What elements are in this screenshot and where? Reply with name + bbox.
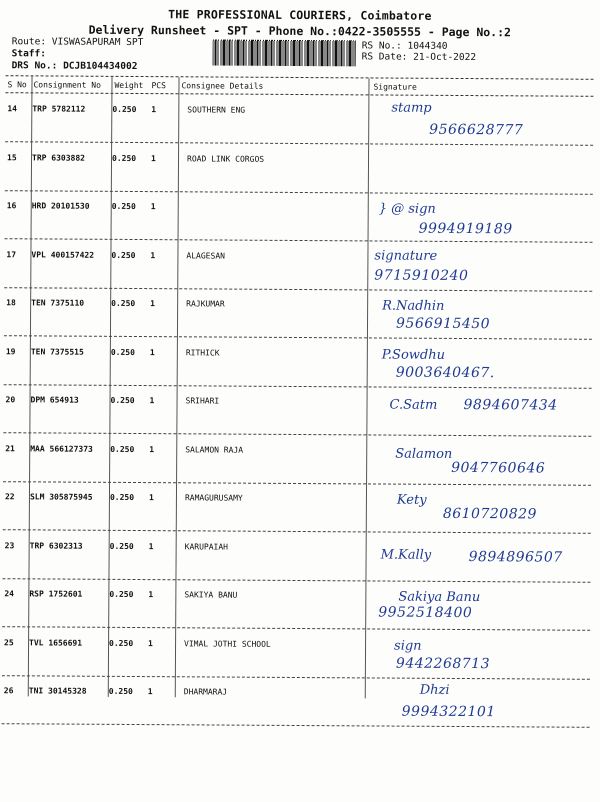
row-weight: 0.250	[110, 395, 135, 405]
rs-date-line	[362, 51, 476, 63]
row-weight: 0.250	[111, 298, 136, 308]
row-consignment: DPM 654913	[30, 395, 79, 405]
row-consignment: TEN 7375110	[31, 298, 85, 308]
row-pcs: 1	[151, 105, 157, 115]
row-consignment: TNI 30145328	[28, 686, 87, 696]
row-consignee: VIMAL JOTHI SCHOOL	[184, 638, 271, 649]
row-pcs: 1	[148, 590, 154, 600]
row-pcs: 1	[149, 347, 155, 357]
signature-phone	[429, 119, 523, 139]
signature-phone-number: 9442268713	[395, 655, 491, 672]
table-row	[3, 434, 591, 486]
row-weight: 0.250	[110, 444, 135, 454]
row-sno: 26	[3, 686, 14, 696]
signature-phone-number: 9047760646	[451, 459, 546, 477]
row-pcs: 1	[150, 250, 156, 260]
signature-phone	[419, 218, 513, 238]
row-consignee: RAJKUMAR	[186, 299, 225, 309]
row-consignee: RAMAGURUSAMY	[184, 493, 243, 503]
signature-name: R.Nadhin	[382, 298, 445, 314]
row-sno: 18	[6, 298, 16, 308]
drs-line	[12, 60, 138, 72]
table-row	[4, 240, 592, 292]
signature-phone-number: 9566915450	[395, 315, 491, 333]
col-weight: Weight	[114, 80, 144, 91]
signature-name: C.Satm	[389, 397, 438, 413]
signature-name: Salamon	[395, 446, 453, 462]
route-value: VISWASAPURAM SPT	[51, 36, 144, 49]
row-weight: 0.250	[109, 541, 134, 551]
row-pcs: 1	[149, 444, 155, 454]
row-consignee: SOUTHERN ENG	[187, 105, 246, 115]
table-row	[2, 531, 590, 583]
row-sno: 21	[5, 443, 15, 453]
row-weight: 0.250	[111, 201, 136, 212]
signature-name: } @ sign	[378, 201, 436, 217]
signature-scribble	[382, 343, 445, 362]
signature-scribble	[379, 197, 436, 216]
row-pcs: 1	[151, 153, 156, 163]
row-sno: 16	[6, 201, 17, 211]
barcode-image	[213, 39, 356, 66]
row-sno: 19	[5, 346, 16, 356]
row-pcs: 1	[150, 202, 156, 212]
table-row	[4, 337, 592, 389]
table-row	[5, 191, 593, 243]
row-consignee: KARUPAIAH	[184, 541, 229, 552]
table-row	[3, 482, 591, 534]
row-sno: 24	[4, 589, 15, 599]
row-consignee: RITHICK	[185, 347, 220, 358]
signature-phone	[396, 313, 490, 333]
staff-line	[12, 48, 46, 59]
signature-phone-number: 9715910240	[374, 266, 469, 284]
signature-phone	[443, 503, 537, 523]
route-line	[12, 36, 144, 48]
col-consignee: Consignee Details	[181, 81, 264, 91]
row-sno: 15	[7, 152, 17, 162]
signature-name: Dhzi	[419, 682, 450, 698]
rs-no-line	[362, 40, 448, 52]
signature-scribble	[381, 543, 432, 562]
row-weight: 0.250	[109, 589, 134, 599]
row-sno: 20	[5, 395, 16, 405]
signature-scribble	[374, 244, 437, 263]
row-consignee: SAKIYA BANU	[184, 590, 238, 600]
signature-phone	[396, 652, 490, 672]
drs-value: DCJB104434002	[63, 60, 138, 73]
row-consignee: DHARMARAJ	[183, 687, 228, 697]
signature-phone	[469, 546, 563, 566]
row-consignment: HRD 20101530	[31, 201, 90, 211]
signature-name: Sakiya Banu	[398, 589, 481, 606]
signature-scribble	[389, 394, 437, 413]
row-pcs: 1	[148, 493, 154, 503]
row-consignment: MAA 566127373	[30, 443, 93, 454]
row-weight: 0.250	[112, 104, 137, 115]
row-consignment: TRP 6303882	[32, 152, 86, 163]
row-consignment: TVL 1656691	[29, 637, 83, 648]
signature-phone-number: 9952518400	[378, 604, 473, 622]
signature-phone	[374, 264, 468, 284]
signature-scribble	[391, 97, 431, 116]
row-pcs: 1	[148, 541, 154, 551]
table-row	[2, 676, 590, 728]
signature-phone-number: 9003640467.	[395, 364, 495, 381]
rs-date-value: 21-Oct-2022	[413, 51, 477, 64]
row-consignment: TRP 5782112	[32, 104, 86, 114]
row-pcs: 1	[148, 638, 153, 648]
signature-scribble	[395, 442, 452, 461]
col-signature: Signature	[373, 82, 417, 92]
signature-phone	[396, 361, 495, 381]
table-row	[4, 288, 592, 340]
row-sno: 17	[6, 249, 17, 259]
row-sno: 14	[7, 104, 17, 114]
row-sno: 23	[4, 540, 15, 550]
col-pcs: PCS	[151, 81, 166, 91]
row-consignee: SALAMON RAJA	[185, 444, 244, 455]
row-weight: 0.250	[109, 492, 135, 502]
row-consignment: RSP 1752601	[29, 589, 83, 599]
row-consignee: ROAD LINK CORGOS	[187, 153, 265, 164]
row-consignee: SRIHARI	[185, 396, 220, 406]
signature-scribble	[394, 634, 422, 653]
signature-phone-number: 9894607434	[463, 397, 558, 414]
signature-phone-number: 9894896507	[468, 548, 563, 566]
row-consignee: ALAGESAN	[186, 250, 225, 261]
rs-no-label: RS No.:	[361, 40, 402, 52]
company-title: THE PROFESSIONAL COURIERS, Coimbatore	[168, 7, 432, 23]
row-consignment: VPL 400157422	[31, 249, 95, 260]
signature-phone-number: 8610720829	[442, 505, 537, 523]
table-row	[3, 385, 591, 437]
row-weight: 0.250	[109, 638, 134, 648]
signature-phone-number: 9566628777	[429, 121, 524, 139]
signature-phone	[451, 456, 545, 476]
row-pcs: 1	[147, 687, 153, 697]
table-row	[2, 579, 590, 631]
row-pcs: 1	[149, 396, 155, 406]
signature-name: P.Sowdhu	[381, 347, 446, 363]
signature-phone	[463, 394, 557, 414]
signature-scribble	[382, 295, 444, 314]
signature-name: M.Kally	[380, 547, 432, 563]
route-label: Route:	[11, 36, 47, 48]
row-sno: 22	[4, 492, 15, 502]
row-weight: 0.250	[112, 153, 137, 163]
drs-label: DRS No.:	[11, 60, 58, 72]
staff-label: Staff:	[11, 48, 47, 60]
row-consignment: TEN 7375515	[30, 346, 84, 357]
row-consignment: TRP 6302313	[29, 540, 83, 551]
row-consignment: SLM 305875945	[29, 492, 93, 502]
signature-name: stamp	[391, 100, 432, 116]
table-row	[5, 143, 593, 195]
row-weight: 0.250	[110, 347, 135, 357]
table-row	[5, 94, 593, 146]
col-consignment: Consignment No	[33, 80, 101, 90]
row-pcs: 1	[150, 299, 155, 309]
signature-scribble	[397, 489, 427, 508]
table-row	[2, 628, 590, 680]
col-sno: S No	[7, 80, 27, 90]
signature-phone	[378, 601, 472, 621]
row-weight: 0.250	[108, 686, 133, 696]
signature-scribble	[420, 679, 450, 698]
row-weight: 0.250	[111, 250, 136, 260]
signature-name: sign	[394, 638, 422, 654]
signature-name: Kety	[396, 492, 427, 508]
header-divider-top	[6, 75, 594, 80]
rs-date-label: RS Date:	[361, 51, 408, 63]
signature-phone	[402, 701, 496, 721]
runsheet-title: Delivery Runsheet - SPT - Phone No.:0422-3505555 - Page No.:2	[88, 22, 512, 40]
signature-phone-number: 9994322101	[401, 703, 496, 721]
row-sno: 25	[4, 637, 14, 647]
signature-name: signature	[374, 247, 438, 264]
rs-no-value: 1044340	[407, 40, 448, 52]
row-divider	[2, 723, 590, 728]
signature-phone-number: 9994919189	[418, 220, 513, 238]
